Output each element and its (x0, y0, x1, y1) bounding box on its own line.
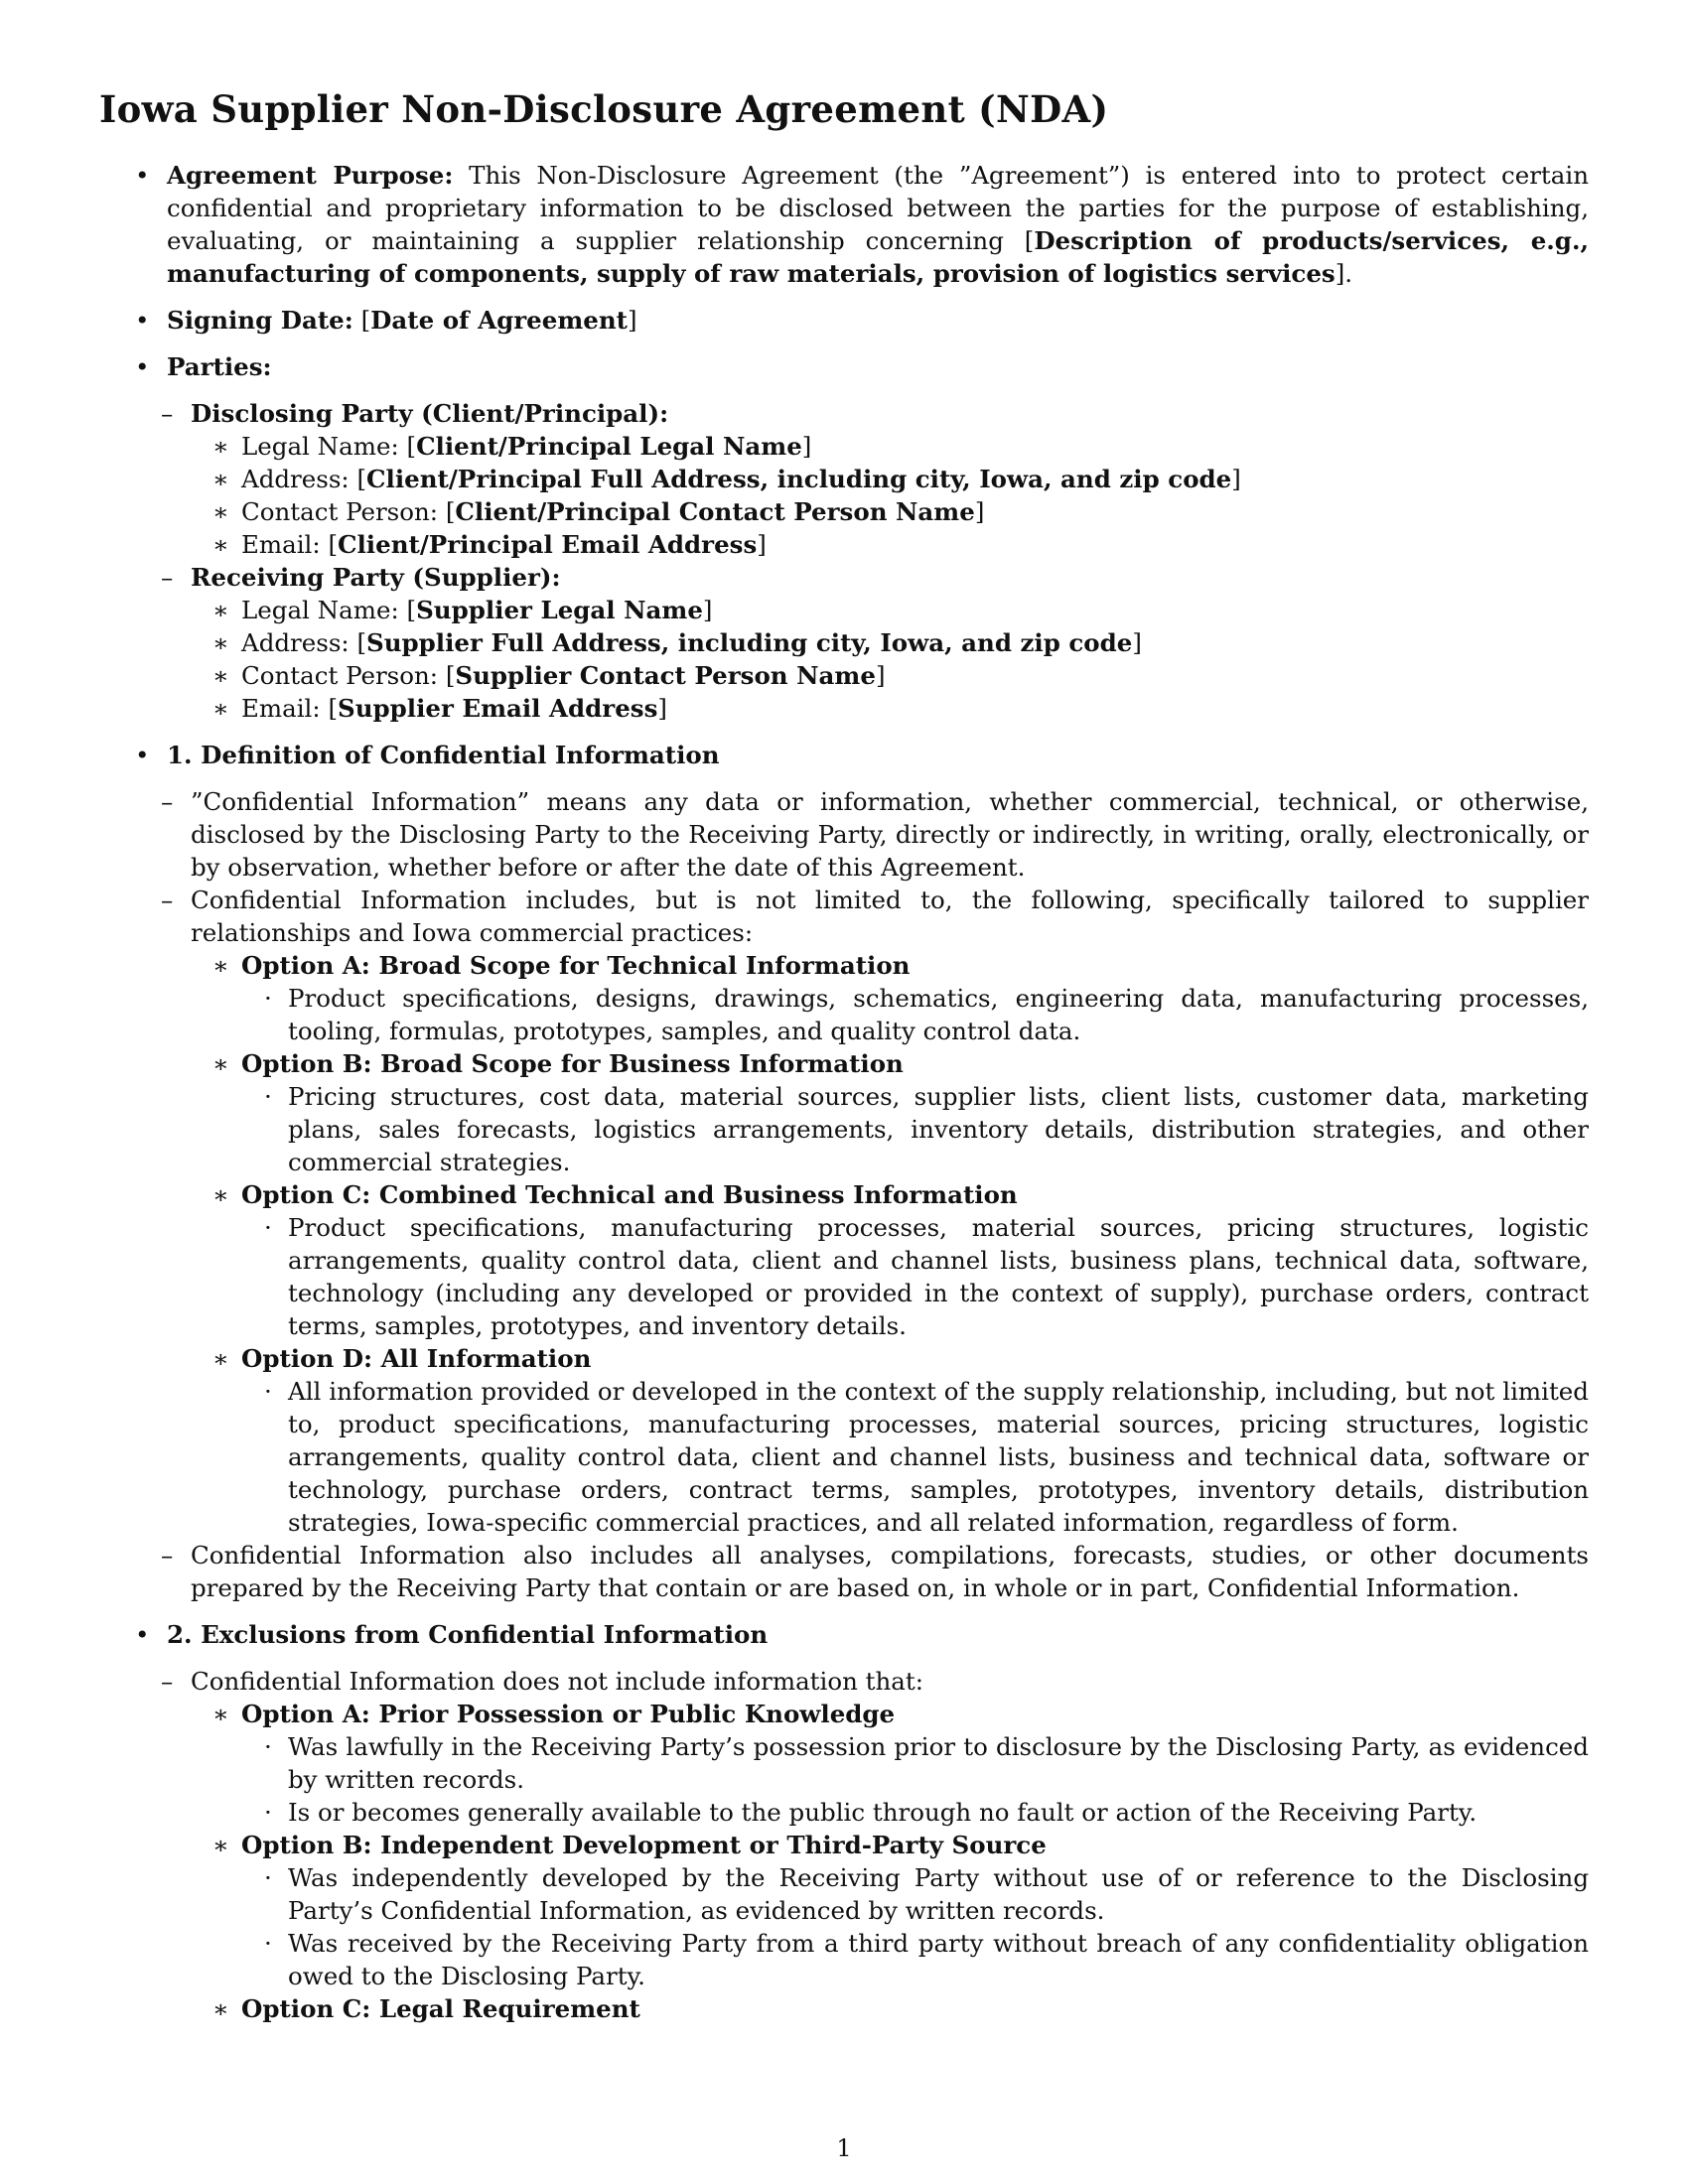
field-placeholder: Client/Principal Email Address (338, 530, 758, 559)
option-detail (129, 1861, 1589, 1927)
dash-marker: – (161, 787, 174, 816)
star-marker: ∗ (212, 1344, 229, 1373)
section-1-paragraph-2 (129, 884, 1589, 1539)
option-title: Option A: Broad Scope for Technical Information (241, 951, 911, 980)
option-details (129, 1375, 1589, 1539)
disclosing-address: ∗ Address: [Client/Principal Full Address, including city, Iowa, and zip code] (212, 465, 1241, 493)
star-marker: ∗ (212, 661, 229, 690)
field-placeholder: Supplier Legal Name (416, 596, 703, 624)
option-text: All information provided or developed in the context of the supply relationship, including, but not limited to, product specifications, manufacturing processes, material sources, pricing structures, logistic arrangements, quality control data, client and channel lists, business and technical data, software or technology, purchase orders, contract terms, samples, prototypes, inventory details, distribution strategies, Iowa-specific commercial practices, and all related information, regardless of form. (288, 1377, 1589, 1537)
receiving-email: ∗ Email: [Supplier Email Address] (212, 694, 667, 723)
bullet-marker: • (135, 1620, 150, 1649)
star-marker: ∗ (212, 1700, 229, 1728)
paragraph-text: ”Confidential Information” means any data or information, whether commercial, technical, or otherwise, disclosed by the Disclosing Party to the Receiving Party, directly or indirectly, in writing, orally, electronically, or by observation, whether before or after the date of this Agreement. (191, 787, 1589, 882)
star-marker: ∗ (212, 1049, 229, 1078)
option-title: Option A: Prior Possession or Public Knowledge (241, 1700, 896, 1728)
receiving-party-fields (129, 594, 1589, 725)
option-title: Option B: Independent Development or Third-Party Source (241, 1831, 1047, 1859)
paragraph-text: Confidential Information also includes all analyses, compilations, forecasts, studies, or other documents prepared by the Receiving Party that contain or are based on, in whole or in part, Confidential Information. (191, 1541, 1589, 1602)
star-marker: ∗ (212, 1180, 229, 1209)
parties-list (129, 397, 1589, 725)
signing-date-close: ] (628, 306, 637, 335)
agreement-purpose-label: Agreement Purpose: (167, 161, 454, 190)
option-detail (129, 1375, 1589, 1539)
field-placeholder: Client/Principal Contact Person Name (455, 497, 975, 526)
section-1-options (129, 949, 1589, 1539)
dot-marker: · (264, 984, 272, 1013)
field-label: Email: (241, 530, 329, 559)
star-marker: ∗ (212, 628, 229, 657)
bullet-marker: • (135, 741, 150, 769)
agreement-purpose-item (129, 159, 1589, 290)
field-label: Address: (241, 628, 357, 657)
option-detail (129, 1927, 1589, 1992)
disclosing-party-fields (129, 430, 1589, 561)
star-marker: ∗ (212, 951, 229, 980)
bullet-marker: • (135, 306, 150, 335)
option-text: Pricing structures, cost data, material sources, supplier lists, client lists, customer data, marketing plans, sales forecasts, logistics arrangements, inventory details, distribution strategies, and other commercial strategies. (288, 1082, 1589, 1176)
dash-marker: – (161, 1667, 174, 1696)
field-label: Address: (241, 465, 357, 493)
disclosing-party-item (129, 397, 1589, 561)
disclosing-party-label: Disclosing Party (Client/Principal): (191, 399, 669, 428)
receiving-contact-person: ∗ Contact Person: [Supplier Contact Person Name] (212, 661, 886, 690)
option-detail (129, 1796, 1589, 1829)
section-1-heading: 1. Definition of Confidential Information (167, 741, 720, 769)
option-detail (129, 1080, 1589, 1178)
option-text: Was lawfully in the Receiving Party’s possession prior to disclosure by the Disclosing Party, as evidenced by written records. (288, 1732, 1589, 1794)
option-detail (129, 1211, 1589, 1342)
option-text: Was received by the Receiving Party from a third party without breach of any confidentiality obligation owed to the Disclosing Party. (288, 1929, 1589, 1990)
dot-marker: · (264, 1798, 272, 1827)
section-2-list (129, 1665, 1589, 2025)
option-text: Was independently developed by the Receiving Party without use of or reference to the Disclosing Party’s Confidential Information, as evidenced by written records. (288, 1863, 1589, 1925)
option-detail (129, 982, 1589, 1047)
field-label: Contact Person: (241, 497, 446, 526)
agreement-purpose-end: ]. (1335, 259, 1353, 288)
dash-marker: – (161, 563, 174, 592)
option-details (129, 982, 1589, 1047)
star-marker: ∗ (212, 465, 229, 493)
parties-item (129, 350, 1589, 725)
star-marker: ∗ (212, 497, 229, 526)
receiving-legal-name: ∗ Legal Name: [Supplier Legal Name] (212, 596, 713, 624)
star-marker: ∗ (212, 694, 229, 723)
dot-marker: · (264, 1863, 272, 1892)
dash-marker: – (161, 1541, 174, 1570)
section-1-option-d (129, 1342, 1589, 1539)
disclosing-legal-name: ∗ Legal Name: [Client/Principal Legal Name] (212, 432, 812, 461)
document-title: Iowa Supplier Non-Disclosure Agreement (NDA) (99, 87, 1109, 131)
field-placeholder: Supplier Contact Person Name (455, 661, 876, 690)
section-2-option-b (129, 1829, 1589, 1992)
option-text: Product specifications, designs, drawings, schematics, engineering data, manufacturing processes, tooling, formulas, prototypes, samples, and quality control data. (288, 984, 1589, 1045)
disclosing-email: ∗ Email: [Client/Principal Email Address] (212, 530, 767, 559)
paragraph-text: Confidential Information does not include information that: (191, 1667, 924, 1696)
dash-marker: – (161, 886, 174, 914)
signing-date-item (129, 304, 1589, 337)
field-label: Legal Name: (241, 432, 407, 461)
section-1-option-a (129, 949, 1589, 1047)
star-marker: ∗ (212, 1994, 229, 2023)
signing-date-open: [ (352, 306, 371, 335)
dot-marker: · (264, 1082, 272, 1111)
section-2-option-c (129, 1992, 1589, 2025)
option-details (129, 1861, 1589, 1992)
document-body (129, 159, 1589, 2039)
signing-date-placeholder: Date of Agreement (370, 306, 628, 335)
paragraph-text: Confidential Information includes, but is not limited to, the following, specifically tailored to supplier relationships and Iowa commercial practices: (191, 886, 1589, 947)
section-2-item (129, 1618, 1589, 2025)
option-title: Option B: Broad Scope for Business Information (241, 1049, 904, 1078)
dot-marker: · (264, 1213, 272, 1242)
products-services-placeholder: Description of products/services, e.g., manufacturing of components, supply of raw materials, provision of logistics services (167, 226, 1589, 288)
option-details (129, 1080, 1589, 1178)
parties-label: Parties: (167, 352, 272, 381)
star-marker: ∗ (212, 432, 229, 461)
top-level-list (129, 159, 1589, 2025)
section-2-intro (129, 1665, 1589, 2025)
section-1-paragraph-1 (129, 785, 1589, 884)
field-placeholder: Supplier Full Address, including city, Iowa, and zip code (366, 628, 1133, 657)
option-title: Option D: All Information (241, 1344, 592, 1373)
section-1-paragraph-3 (129, 1539, 1589, 1604)
dot-marker: · (264, 1929, 272, 1958)
receiving-address: ∗ Address: [Supplier Full Address, including city, Iowa, and zip code] (212, 628, 1142, 657)
option-details (129, 1211, 1589, 1342)
field-placeholder: Client/Principal Legal Name (416, 432, 802, 461)
star-marker: ∗ (212, 1831, 229, 1859)
signing-date-label: Signing Date: (167, 306, 353, 335)
section-2-options (129, 1698, 1589, 2025)
field-label: Contact Person: (241, 661, 446, 690)
field-label: Legal Name: (241, 596, 407, 624)
receiving-party-label: Receiving Party (Supplier): (191, 563, 561, 592)
section-2-heading: 2. Exclusions from Confidential Information (167, 1620, 769, 1649)
dot-marker: · (264, 1732, 272, 1761)
disclosing-contact-person: ∗ Contact Person: [Client/Principal Contact Person Name] (212, 497, 985, 526)
star-marker: ∗ (212, 530, 229, 559)
bullet-marker: • (135, 161, 150, 190)
field-label: Email: (241, 694, 329, 723)
section-2-option-a (129, 1698, 1589, 1829)
bullet-marker: • (135, 352, 150, 381)
option-text: Product specifications, manufacturing processes, material sources, pricing structures, logistic arrangements, quality control data, client and channel lists, business plans, technical data, software, technology (including any developed or provided in the context of supply), purchase orders, contract terms, samples, prototypes, and inventory details. (288, 1213, 1589, 1340)
field-placeholder: Client/Principal Full Address, including city, Iowa, and zip code (366, 465, 1232, 493)
dash-marker: – (161, 399, 174, 428)
agreement-purpose-text: This Non-Disclosure Agreement (the ”Agreement”) is entered into to protect certain confidential and proprietary information to be disclosed between the parties for the purpose of establishing, evaluating, or maintaining a supplier relationship concerning [ (167, 161, 1589, 255)
field-placeholder: Supplier Email Address (338, 694, 658, 723)
section-1-list (129, 785, 1589, 1604)
option-text: Is or becomes generally available to the public through no fault or action of the Receiving Party. (288, 1798, 1477, 1827)
option-detail (129, 1730, 1589, 1796)
page-number: 1 (836, 2134, 852, 2162)
option-details (129, 1730, 1589, 1829)
receiving-party-item (129, 561, 1589, 725)
option-title: Option C: Legal Requirement (241, 1994, 640, 2023)
section-1-option-c (129, 1178, 1589, 1342)
section-1-option-b (129, 1047, 1589, 1178)
option-title: Option C: Combined Technical and Business Information (241, 1180, 1018, 1209)
dot-marker: · (264, 1377, 272, 1406)
section-1-item (129, 739, 1589, 1604)
star-marker: ∗ (212, 596, 229, 624)
